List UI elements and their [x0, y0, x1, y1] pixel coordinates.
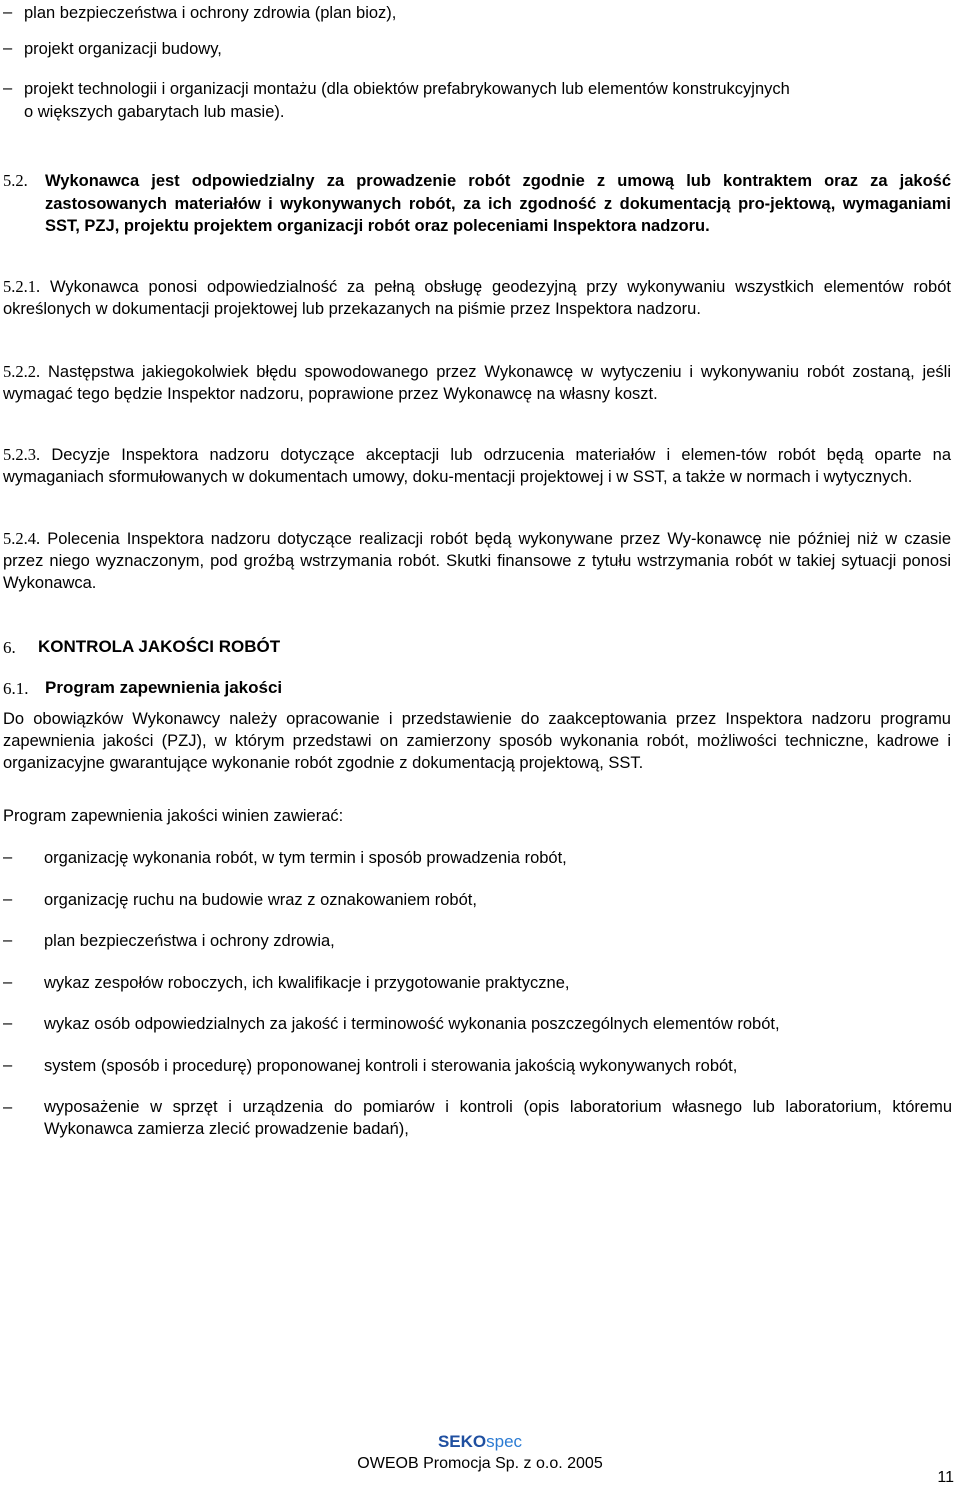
- list-item: organizację wykonania robót, w tym termin i sposób prowadzenia robót,: [44, 849, 567, 867]
- section-5-2-2: [3, 361, 951, 405]
- paragraph-6-1: Do obowiązków Wykonawcy należy opracowanie i przedstawienie do zaakceptowania przez Inspektora nadzoru programu zapewnienia jakości (PZJ), w którym przedstawi on zamierzony sposób wykonania robót, możliwości techniczne, kadrowe i organizacyjne gwarantujące wykonanie robót zgodnie z dokumentacją projektową, SST.: [3, 710, 951, 772]
- list-item: projekt technologii i organizacji montażu (dla obiektów prefabrykowanych lub elementów konstrukcyjnych: [24, 80, 790, 98]
- dash-icon: –: [3, 39, 13, 57]
- logo-bold-text: SEKO: [437, 1432, 487, 1451]
- dash-icon: –: [3, 1056, 13, 1074]
- logo-light-text: spec: [486, 1432, 523, 1451]
- list-item: wykaz zespołów roboczych, ich kwalifikacje i przygotowanie praktyczne,: [44, 974, 570, 992]
- page-number: 11: [937, 1469, 954, 1486]
- dash-icon: –: [3, 79, 13, 97]
- program-intro: Program zapewnienia jakości winien zawierać:: [3, 807, 344, 825]
- heading-number: 6.: [3, 638, 16, 657]
- dash-icon: –: [3, 848, 13, 866]
- dash-icon: –: [3, 973, 13, 991]
- section-5-2-1: [3, 276, 951, 320]
- heading-number: 6.1.: [3, 679, 29, 698]
- section-text: Decyzje Inspektora nadzoru dotyczące akceptacji lub odrzucenia materiałów i elemen-tów robót będą oparte na wymaganiach sformułowanych w dokumentach umowy, doku-mentacji projektowej i w SST, a także w normach i wytycznych.: [3, 446, 951, 486]
- list-item: system (sposób i procedurę) proponowanej kontroli i sterowania jakością wykonywanych robót,: [44, 1057, 738, 1075]
- list-item-continuation: o większych gabarytach lub masie).: [24, 103, 285, 121]
- list-item: plan bezpieczeństwa i ochrony zdrowia (plan bioz),: [24, 4, 397, 22]
- section-number: 5.2.3.: [3, 445, 41, 464]
- section-5-2-4: [3, 528, 951, 594]
- section-number: 5.2.1.: [3, 277, 41, 296]
- dash-icon: –: [3, 1014, 13, 1032]
- list-item: wykaz osób odpowiedzialnych za jakość i terminowość wykonania poszczególnych elementów robót,: [44, 1015, 780, 1033]
- list-item: projekt organizacji budowy,: [24, 40, 222, 58]
- dash-icon: –: [3, 931, 13, 949]
- heading-title: KONTROLA JAKOŚCI ROBÓT: [38, 637, 281, 656]
- section-5-2-3: [3, 444, 951, 488]
- list-item: plan bezpieczeństwa i ochrony zdrowia,: [44, 932, 335, 950]
- list-item: wyposażenie w sprzęt i urządzenia do pomiarów i kontroli (opis laboratorium własnego lub laboratorium, któremu Wykonawca zamierza zlecić prowadzenie badań),: [44, 1098, 952, 1138]
- section-text: Polecenia Inspektora nadzoru dotyczące realizacji robót będą wykonywane przez Wy-konawcę nie później niż w czasie przez niego wyznaczonym, pod groźbą wstrzymania robót. Skutki finansowe z tytułu wstrzymania robót w takiej sytuacji ponosi Wykonawca.: [3, 530, 951, 592]
- heading-title: Program zapewnienia jakości: [45, 678, 283, 697]
- section-text: Następstwa jakiegokolwiek błędu spowodowanego przez Wykonawcę w wytyczeniu i wykonywaniu robót zostaną, jeśli wymagać tego będzie Inspektor nadzoru, poprawione przez Wykonawcę na własny koszt.: [3, 363, 951, 403]
- section-text: Wykonawca jest odpowiedzialny za prowadzenie robót zgodnie z umową lub kontraktem oraz za jakość zastosowanych materiałów i wykonywanych robót, za ich zgodność z dokumentacją pro-jektową, wymaganiami SST, PZJ, projektu projektem organizacji robót oraz poleceniami Inspektora nadzoru.: [45, 172, 951, 235]
- dash-icon: –: [3, 3, 13, 21]
- section-number: 5.2.2.: [3, 362, 41, 381]
- section-number: 5.2.: [3, 171, 28, 190]
- section-number: 5.2.4.: [3, 529, 41, 548]
- dash-icon: –: [3, 890, 13, 908]
- dash-icon: –: [3, 1098, 13, 1116]
- section-text: Wykonawca ponosi odpowiedzialność za pełną obsługę geodezyjną przy wykonywaniu wszystkich elementów robót określonych w dokumentacji projektowej lub przekazanych na piśmie przez Inspektora nadzoru.: [3, 278, 951, 318]
- footer-logo: [0, 1432, 960, 1452]
- footer-company: OWEOB Promocja Sp. z o.o. 2005: [357, 1455, 603, 1472]
- list-item: organizację ruchu na budowie wraz z oznakowaniem robót,: [44, 891, 477, 909]
